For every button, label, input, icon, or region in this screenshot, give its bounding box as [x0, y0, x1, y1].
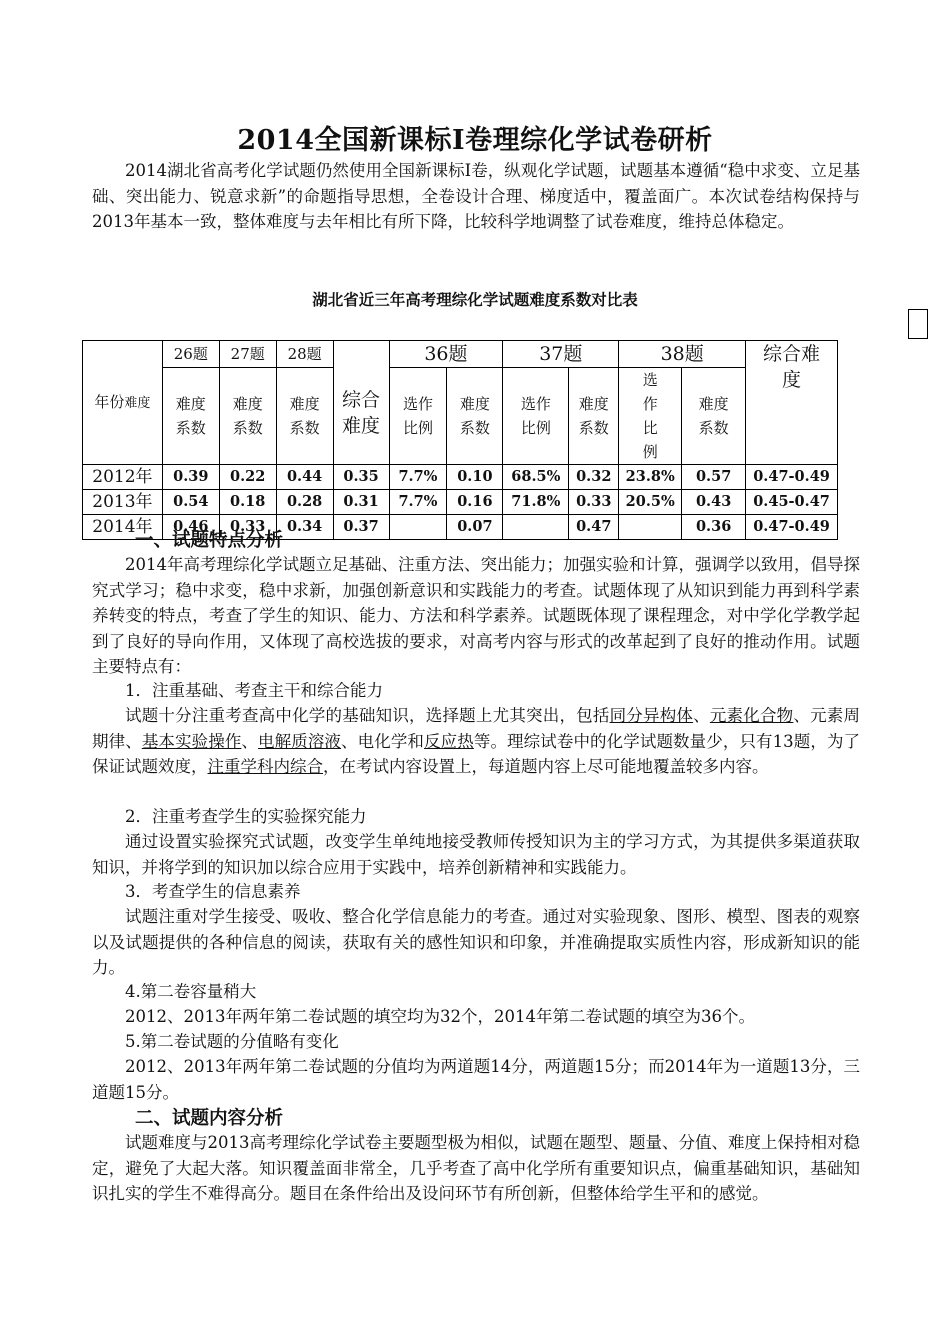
table-row: 2013年 0.54 0.18 0.28 0.31 7.7% 0.16 71.8% 0.33 20.5% 0.43 0.45-0.47 [83, 490, 838, 515]
keyword-reaction-heat: 反应热 [424, 731, 474, 751]
header-q37: 37题 [503, 341, 619, 368]
keyword-electrolyte: 电解质溶液 [258, 731, 342, 751]
intro-paragraph: 2014湖北省高考化学试题仍然使用全国新课标I卷，纵观化学试题，试题基本遵循“稳中求变、立足基础、突出能力、锐意求新”的命题指导思想，全卷设计合理、梯度适中，覆盖面广。本次试卷结构保持与2013年基本一致，整体难度与去年相比有所下降，比较科学地调整了试卷难度，维持总体稳定。 [92, 161, 860, 231]
header-coef-26: 难度系数 [162, 368, 219, 465]
keyword-isomer: 同分异构体 [609, 706, 694, 725]
header-overall: 综合难度 [746, 341, 838, 465]
section1-heading: 一、试题特点分析 [135, 530, 284, 551]
section1-subhead-4: 4.第二卷容量稍大 [125, 982, 257, 1001]
header-total: 综合难度 [333, 341, 389, 465]
table-header-row-1 [83, 341, 838, 368]
header-q38: 38题 [619, 341, 746, 368]
page-edge-box [908, 309, 928, 339]
section1-subhead-5: 5.第二卷试题的分值略有变化 [125, 1032, 339, 1051]
table-caption: 湖北省近三年高考理综化学试题难度系数对比表 [312, 291, 638, 309]
document-title: 2014全国新课标I卷理综化学试卷研析 [237, 125, 713, 156]
header-year: 年份难度 [83, 341, 163, 465]
section1-subhead-3: 3．考查学生的信息素养 [125, 882, 301, 901]
difficulty-table [82, 340, 838, 540]
keyword-lab-operation: 基本实验操作 [141, 731, 242, 751]
section1-paragraph-2: 试题十分注重考查高中化学的基础知识，选择题上尤其突出，包括同分异构体、元素化合物、元素周期律、基本实验操作、电解质溶液、电化学和反应热等。理综试卷中的化学试题数量少，只有13题，为了保证试题效度，注重学科内综合，在考试内容设置上，每道题内容上尽可能地覆盖较多内容。 [92, 706, 861, 776]
header-ratio-38: 选作比例 [619, 368, 682, 465]
header-coef-27: 难度系数 [219, 368, 276, 465]
section1-subhead-1: 1．注重基础、考查主干和综合能力 [125, 681, 383, 700]
header-q28: 28题 [276, 341, 333, 368]
header-q26: 26题 [162, 341, 219, 368]
section1-paragraph-6: 2012、2013年两年第二卷试题的分值均为两道题14分，两道题15分；而2014年为一道题13分，三道题15分。 [92, 1057, 860, 1102]
table-row: 2014年 0.46 0.33 0.34 0.37 0.07 0.47 0.36 0.47-0.49 [83, 515, 838, 540]
section1-paragraph-5: 2012、2013年两年第二卷试题的填空均为32个，2014年第二卷试题的填空为36个。 [125, 1007, 755, 1026]
section1-subhead-2: 2．注重考查学生的实验探究能力 [125, 807, 367, 826]
header-coef-38: 难度系数 [682, 368, 746, 465]
section2-paragraph-1: 试题难度与2013高考理综化学试卷主要题型极为相似，试题在题型、题量、分值、难度上保持相对稳定，避免了大起大落。知识覆盖面非常全，几乎考查了高中化学所有重要知识点，偏重基础知识，基础知识扎实的学生不难得高分。题目在条件给出及设问环节有所创新，但整体给学生平和的感觉。 [92, 1133, 860, 1203]
header-ratio-36: 选作比例 [389, 368, 447, 465]
section1-paragraph-1: 2014年高考理综化学试题立足基础、注重方法、突出能力；加强实验和计算，强调学以致用，倡导探究式学习；稳中求变，稳中求新，加强创新意识和实践能力的考查。试题体现了从知识到能力再到科学素养转变的特点，考查了学生的知识、能力、方法和科学素养。试题既体现了课程理念，对中学化学教学起到了良好的导向作用，又体现了高校选拔的要求，对高考内容与形式的改革起到了良好的推动作用。试题主要特点有： [92, 555, 860, 676]
header-coef-28: 难度系数 [276, 368, 333, 465]
section2-heading: 二、试题内容分析 [135, 1108, 284, 1129]
header-coef-37: 难度系数 [569, 368, 619, 465]
keyword-integration: 注重学科内综合 [207, 757, 323, 776]
header-ratio-37: 选作比例 [503, 368, 569, 465]
table-row: 2012年 0.39 0.22 0.44 0.35 7.7% 0.10 68.5% 0.32 23.8% 0.57 0.47-0.49 [83, 465, 838, 490]
section1-paragraph-3: 通过设置实验探究式试题，改变学生单纯地接受教师传授知识为主的学习方式，为其提供多渠道获取知识，并将学到的知识加以综合应用于实践中，培养创新精神和实践能力。 [92, 832, 860, 877]
header-coef-36: 难度系数 [447, 368, 503, 465]
section1-paragraph-4: 试题注重对学生接受、吸收、整合化学信息能力的考查。通过对实验现象、图形、模型、图表的观察以及试题提供的各种信息的阅读，获取有关的感性知识和印象，并准确提取实质性内容，形成新知识的能力。 [92, 907, 860, 977]
header-q36: 36题 [389, 341, 503, 368]
header-q27: 27题 [219, 341, 276, 368]
keyword-element-compounds: 元素化合物 [709, 706, 794, 725]
